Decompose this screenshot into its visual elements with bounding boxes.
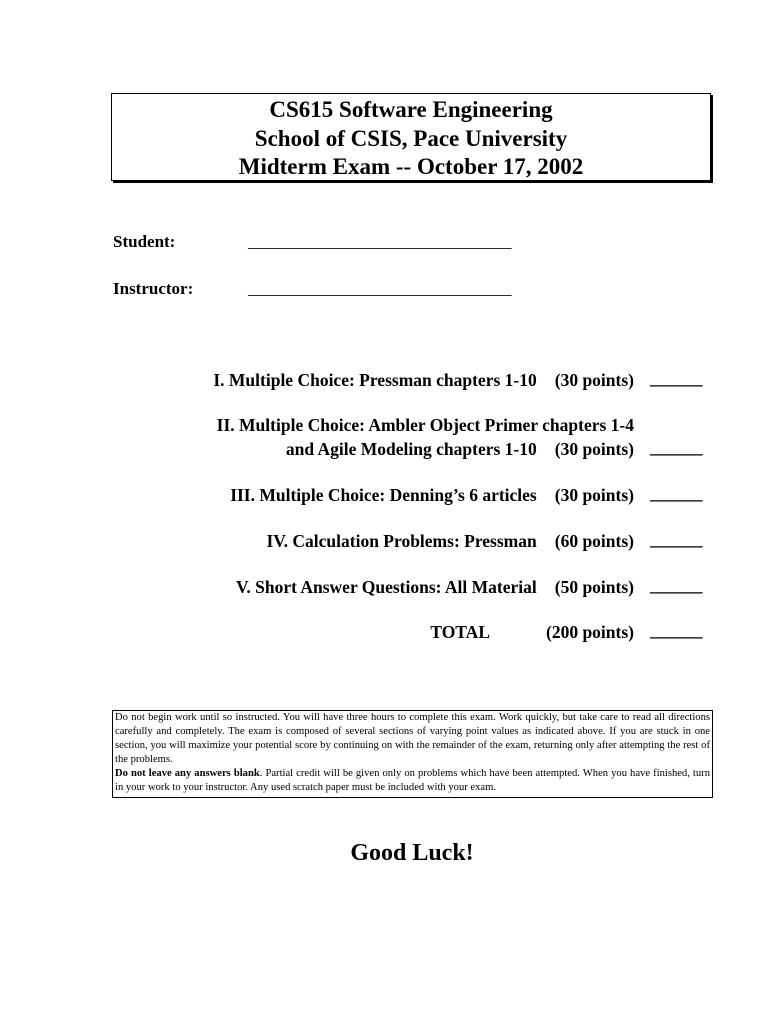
section-1 bbox=[213, 368, 634, 392]
instructions-paragraph-2-text: . Partial credit will be given only on problems which have been attempted. When you have finished, turn in your work to your instructor. Any used scratch paper must be included with your exam. bbox=[115, 768, 710, 793]
instructions-paragraph-1: Do not begin work until so instructed. You will have three hours to complete this exam. Work quickly, but take care to read all directions carefully and completely. The exam is composed of several sections of varying point values as indicated above. If you are stuck in one section, you will maximize your potential score by continuing on with the remainder of the exam, returning only after attempting the rest of the problems. bbox=[115, 712, 710, 765]
student-blank: _______________________________ bbox=[248, 232, 512, 251]
total-row bbox=[430, 620, 634, 644]
section-4-score-blank: ______ bbox=[650, 529, 703, 549]
instructions-paragraph-2 bbox=[115, 767, 710, 795]
section-4-title: IV. Calculation Problems: Pressman bbox=[266, 531, 537, 551]
section-2-score-blank: ______ bbox=[650, 437, 703, 457]
section-2-title-line2: and Agile Modeling chapters 1-10 bbox=[285, 439, 537, 459]
instructor-field bbox=[113, 279, 512, 299]
good-luck-message: Good Luck! bbox=[350, 840, 474, 866]
section-3 bbox=[230, 483, 634, 507]
student-label: Student: bbox=[113, 232, 176, 251]
section-5-title: V. Short Answer Questions: All Material bbox=[236, 577, 537, 597]
total-points: (200 points) bbox=[546, 622, 634, 642]
exam-title-box bbox=[111, 93, 711, 181]
student-field bbox=[113, 232, 512, 252]
total-label: TOTAL bbox=[430, 622, 490, 642]
total-score-blank: ______ bbox=[650, 620, 703, 640]
section-3-score-blank: ______ bbox=[650, 483, 703, 503]
section-5 bbox=[236, 575, 634, 599]
section-1-score-blank: ______ bbox=[650, 368, 703, 388]
section-1-title: I. Multiple Choice: Pressman chapters 1-10 bbox=[213, 370, 537, 390]
section-2-points: (30 points) bbox=[554, 439, 634, 459]
section-4 bbox=[266, 529, 634, 553]
section-5-points: (50 points) bbox=[554, 577, 634, 597]
instructor-blank: _______________________________ bbox=[248, 279, 512, 298]
school-name: School of CSIS, Pace University bbox=[254, 125, 568, 151]
instructions-box bbox=[112, 710, 713, 798]
section-2 bbox=[217, 413, 634, 461]
section-3-title: III. Multiple Choice: Denning’s 6 articles bbox=[230, 485, 537, 505]
section-2-title-line1: II. Multiple Choice: Ambler Object Primer chapters 1-4 bbox=[216, 415, 634, 435]
section-5-score-blank: ______ bbox=[650, 575, 703, 595]
instructor-label: Instructor: bbox=[113, 279, 194, 298]
section-1-points: (30 points) bbox=[554, 370, 634, 390]
exam-date: Midterm Exam -- October 17, 2002 bbox=[238, 154, 584, 179]
section-4-points: (60 points) bbox=[554, 531, 634, 551]
course-title: CS615 Software Engineering bbox=[269, 97, 553, 122]
section-3-points: (30 points) bbox=[554, 485, 634, 505]
instructions-bold-lead: Do not leave any answers blank bbox=[115, 768, 260, 779]
